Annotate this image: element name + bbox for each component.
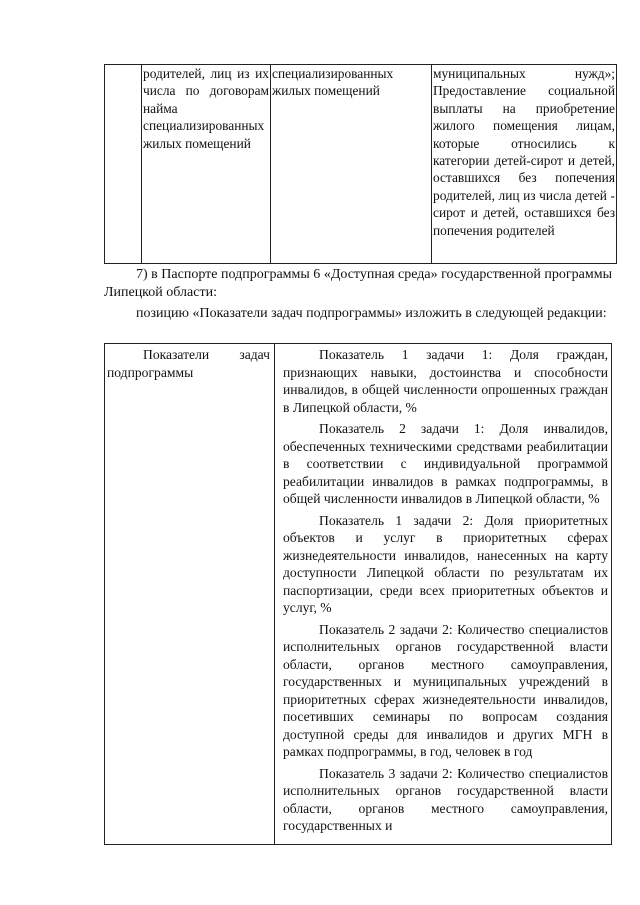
indicators-list-cell [275,344,611,844]
continuation-table [104,64,617,264]
indicator-item: Показатель 2 задачи 1: Доля инвалидов, обеспеченных техническими средствами реабилитации в соответствии с индивидуальной программой реабилитации инвалидов в рамках подпрограммы, в общей численности инвалидов в Липецкой области, % [283,421,608,506]
cell-measures: муниципальных нужд»; Предоставление социальной выплаты на приобретение жилого помещения лицам, которые относились к категории детей-сирот и детей, оставшихся без попечения родителей, лиц из числа детей - сирот и детей, оставшихся без попечения родителей [432,65,617,264]
indicator-item: Показатель 1 задачи 2: Доля приоритетных объектов и услуг в приоритетных сферах жизнедеятельности инвалидов, нанесенных на карту доступности Липецкой области по результатам их паспортизации, среди всех приоритетных объектов и услуг, % [283,512,608,615]
indicators-table [104,343,612,845]
indicators-label-cell [105,344,275,844]
cell-recipients: родителей, лиц из их числа по договорам найма специализированных жилых помещений [142,65,271,264]
table-row [105,65,617,264]
indicator-item: Показатель 2 задачи 2: Количество специалистов исполнительных органов государственной власти области, органов местного самоуправления, государственных и муниципальных учреждений в приоритетных сферах жизнедеятельности инвалидов, посетивших семинары по вопросам создания доступной среды для инвалидов и других МГН в рамках подпрограммы, в год, человек в год [283,621,608,759]
cell-housing: специализированных жилых помещений [271,65,432,264]
indicators-label: Показатели задач подпрограммы [107,347,270,380]
paragraph-position: позицию «Показатели задач подпрограммы» изложить в следующей редакции: [136,306,607,321]
indicator-item: Показатель 1 задачи 1: Доля граждан, признающих навыки, достоинства и способности инвалидов, в общей численности опрошенных граждан в Липецкой области, % [283,347,608,415]
paragraph-passport: 7) в Паспорте подпрограммы 6 «Доступная среда» государственной программы Липецкой области: [104,267,612,300]
indicator-item: Показатель 3 задачи 2: Количество специалистов исполнительных органов государственной власти области, органов местного самоуправления, государственных и [283,765,608,833]
empty-cell [105,65,142,264]
